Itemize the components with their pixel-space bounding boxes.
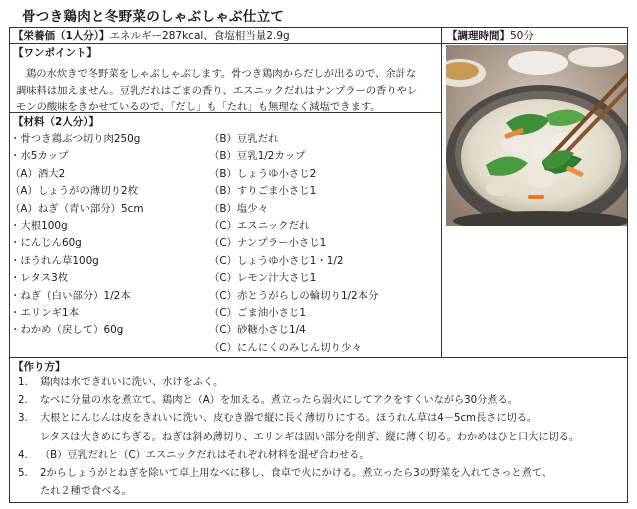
step-continuation — [18, 483, 579, 501]
ingredient-item: ・水5カップ — [10, 150, 69, 163]
ingredient-item: ・レタス3枚 — [10, 272, 69, 285]
point-label: 【ワンポイント】 — [13, 47, 97, 59]
step-text: たれ２種で食べる。 — [40, 486, 132, 498]
ingredients-label: 【材料（2人分）】 — [13, 116, 100, 128]
ingredient-item: （B）塩少々 — [209, 202, 269, 215]
step-text: （B）豆乳だれと（C）エスニックだれはそれぞれ材料を混ぜ合わせる。 — [40, 449, 370, 461]
step-number: 5. — [18, 467, 28, 479]
step-text: 鶏肉は水できれいに洗い、水けをふく。 — [40, 377, 224, 388]
step-number: 4. — [18, 449, 28, 461]
ingredient-item: （C）ごま油小さじ1 — [209, 306, 306, 319]
row-divider — [9, 43, 628, 44]
step-number: 1. — [18, 377, 28, 388]
step-row — [18, 374, 579, 392]
ingredient-item: （C）砂糖小さじ1/4 — [209, 324, 306, 337]
step-text: 大根とにんじんは皮をきれいに洗い、皮むき器で縦に長く薄切りにする。ほうれん草は4－5cm長さに切る。 — [40, 413, 538, 425]
point-paragraph — [16, 66, 436, 116]
step-row — [18, 447, 579, 465]
ingredient-item: ・ねぎ（白い部分）1/2本 — [10, 289, 131, 302]
ingredient-item: ・大根100g — [10, 219, 68, 232]
step-row — [18, 410, 579, 428]
nutrition-value: エネルギー287kcal、食塩相当量2.9g — [109, 30, 290, 42]
ingredient-item: （C）にんにくのみじん切り少々 — [209, 341, 362, 354]
ingredient-item: （A）酒大2 — [10, 167, 66, 180]
point-line: モンの酸味をきかせているので、「だし」も「たれ」も無理なく減塩できます。 — [16, 101, 381, 113]
step-number: 3. — [18, 413, 28, 425]
ingredient-item: （B）すりごま小さじ1 — [209, 185, 317, 198]
ingredient-item: （C）ナンプラー小さじ1 — [209, 237, 327, 250]
step-continuation — [18, 429, 579, 447]
ingredient-item: （B）豆乳だれ — [209, 133, 279, 145]
ingredient-item: （C）しょうゆ小さじ1・1/2 — [209, 254, 344, 267]
ingredient-item: （B）豆乳1/2カップ — [209, 150, 306, 163]
step-text: 2からしょうがとねぎを除いて卓上用なべに移し、食卓で火にかける。煮立ったら3の野菜を入れてさっと煮て、 — [40, 467, 552, 479]
point-line: 鶏の水炊きで冬野菜をしゃぶしゃぶします。骨つき鶏肉からだしが出るので、余計な — [26, 68, 417, 80]
column-divider — [441, 27, 442, 357]
row-divider — [9, 357, 628, 358]
ingredients-left-column — [10, 131, 143, 340]
ingredient-item: （A）しょうがの薄切り2枚 — [10, 185, 139, 198]
ingredient-item: （C）レモン汁大さじ1 — [209, 272, 317, 285]
nutrition-row — [13, 29, 290, 43]
method-steps — [18, 374, 579, 501]
ingredient-item: ・にんじん60g — [10, 237, 82, 250]
step-number: 2. — [18, 395, 28, 407]
step-text: なべに分量の水を煮立て、鶏肉と（A）を加える。煮立ったら弱火にしてアクをすくいながら30分煮る。 — [40, 395, 518, 407]
step-row — [18, 392, 579, 410]
ingredient-item: （B）しょうゆ小さじ2 — [209, 167, 317, 180]
dish-photo — [446, 45, 627, 226]
ingredient-item: ・エリンギ1本 — [10, 306, 79, 319]
time-value: 50分 — [510, 30, 534, 42]
point-line: 調味料は加えません。豆乳だれはごまの香り、エスニックだれはナンプラーの香りやレ — [16, 84, 418, 97]
ingredient-item: （A）ねぎ（青い部分）5cm — [10, 202, 144, 215]
step-row — [18, 465, 579, 483]
ingredient-item: （C）赤とうがらしの輪切り1/2本分 — [209, 289, 379, 302]
ingredient-item: ・骨つき鶏ぶつ切り肉250g — [10, 133, 141, 145]
ingredient-item: ・わかめ（戻して）60g — [10, 324, 124, 337]
time-label: 【調理時間】 — [447, 30, 510, 42]
step-text: レタスは大きめにちぎる。ねぎは斜め薄切り、エリンギは固い部分を削ぎ、縦に薄く切る。わかめはひと口大に切る。 — [40, 431, 580, 443]
ingredient-item: ・ほうれん草100g — [10, 254, 99, 267]
method-label: 【作り方】 — [13, 361, 66, 373]
nutrition-label: 【栄養価（1人分）】 — [13, 30, 110, 42]
recipe-title: 骨つき鶏肉と冬野菜のしゃぶしゃぶ仕立て — [22, 9, 285, 25]
ingredient-item: （C）エスニックだれ — [209, 219, 310, 232]
time-row — [447, 29, 534, 43]
ingredients-right-column — [209, 131, 378, 357]
